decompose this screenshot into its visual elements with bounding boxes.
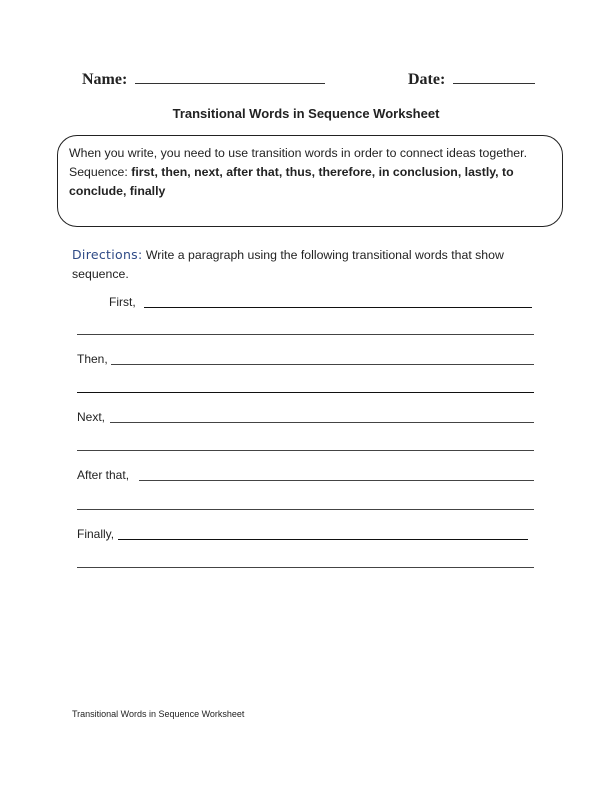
after-that-answer-line-1[interactable] xyxy=(139,480,534,481)
first-answer-line-1[interactable] xyxy=(144,307,532,308)
next-answer-line-1[interactable] xyxy=(110,422,534,423)
then-answer-line-1[interactable] xyxy=(111,364,534,365)
page-footer: Transitional Words in Sequence Worksheet xyxy=(72,709,245,719)
name-label: Name: xyxy=(82,71,128,88)
prompt-next: Next, xyxy=(77,410,106,424)
sequence-words: first, then, next, after that, thus, therefore, in conclusion, lastly, to conclude, finally xyxy=(69,165,514,198)
name-field[interactable] xyxy=(82,71,325,89)
first-answer-line-2[interactable] xyxy=(77,334,534,335)
date-label: Date: xyxy=(408,71,446,88)
after-that-answer-line-2[interactable] xyxy=(77,509,534,510)
prompt-then: Then, xyxy=(77,352,108,366)
prompt-after-that: After that, xyxy=(77,468,130,482)
sequence-line xyxy=(69,163,549,201)
directions xyxy=(72,245,552,284)
date-field[interactable] xyxy=(408,71,535,89)
finally-answer-line-2[interactable] xyxy=(77,567,534,568)
directions-heading: Directions: xyxy=(72,247,143,262)
worksheet-title: Transitional Words in Sequence Worksheet xyxy=(172,106,440,121)
finally-answer-line-1[interactable] xyxy=(118,539,528,540)
info-intro: When you write, you need to use transition words in order to connect ideas together. xyxy=(69,146,527,160)
prompt-finally: Finally, xyxy=(77,527,115,541)
prompt-first: First, xyxy=(109,295,136,309)
then-answer-line-2[interactable] xyxy=(77,392,534,393)
sequence-label: Sequence: xyxy=(69,165,128,179)
name-blank[interactable] xyxy=(135,71,325,84)
date-blank[interactable] xyxy=(453,71,535,84)
directions-text: Write a paragraph using the following transitional words that show sequence. xyxy=(72,248,504,281)
next-answer-line-2[interactable] xyxy=(77,450,534,451)
info-box-text xyxy=(69,144,549,201)
